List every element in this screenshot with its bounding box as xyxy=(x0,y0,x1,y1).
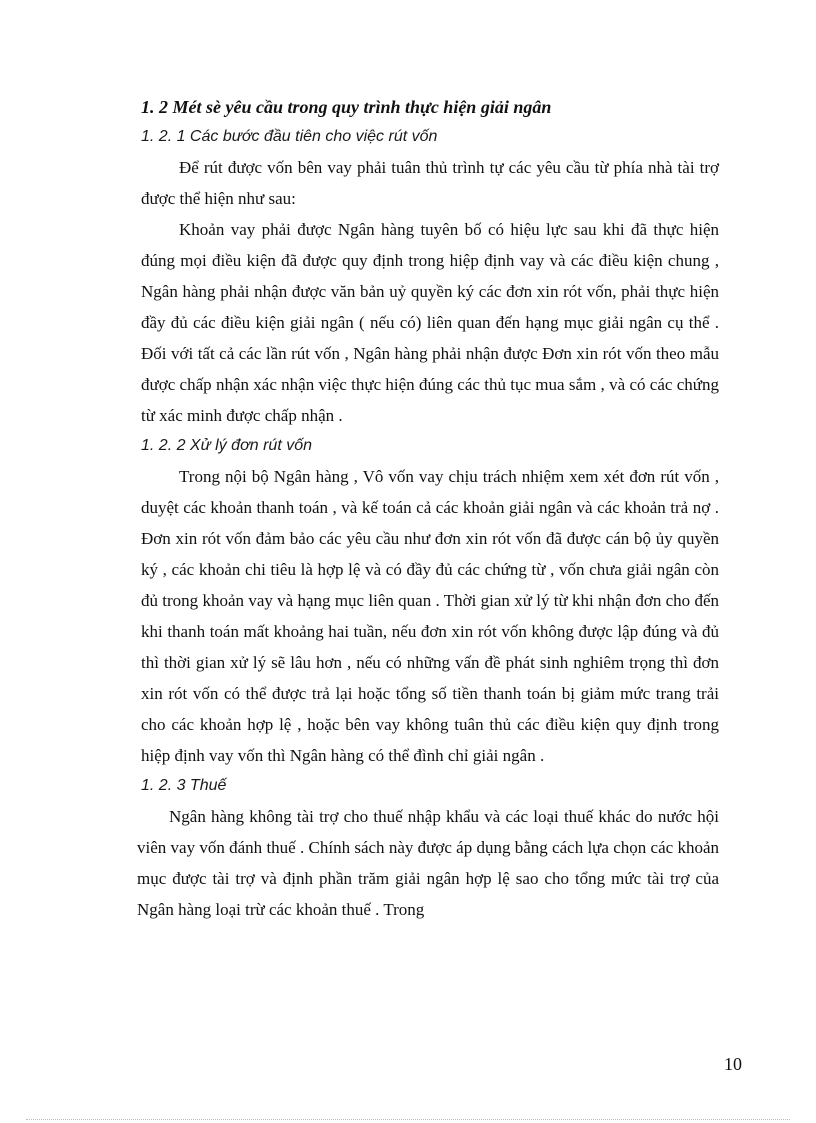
subsection-title: 1. 2. 3 Thuế xyxy=(141,777,227,794)
page-bottom-divider xyxy=(26,1119,790,1120)
paragraph: Khoản vay phải được Ngân hàng tuyên bố có hiệu lực sau khi đã thực hiện đúng mọi điều kiện đã được quy định trong hiệp định vay và các điều kiện chung , Ngân hàng phải nhận được văn bản uỷ quyền ký các đơn xin rót vốn, phải thực hiện đầy đủ các điều kiện giải ngân ( nếu có) liên quan đến hạng mục giải ngân cụ thể . Đối với tất cả các lần rút vốn , Ngân hàng phải nhận được Đơn xin rót vốn theo mẫu được chấp nhận xác nhận việc thực hiện đúng các thủ tục mua sắm , và có các chứng từ xác minh được chấp nhận . xyxy=(141,220,719,425)
section-heading: 1. 2 Mét sè yêu cầu trong quy trình thực hiện giải ngân xyxy=(141,97,552,117)
document-body xyxy=(137,92,719,925)
subsection-title: 1. 2. 1 Các bước đầu tiên cho việc rút vốn xyxy=(141,128,438,145)
paragraph: Trong nội bộ Ngân hàng , Vô vốn vay chịu trách nhiệm xem xét đơn rút vốn , duyệt các khoản thanh toán , và kế toán cả các khoản giải ngân và các khoản trả nợ . Đơn xin rót vốn đảm bảo các yêu cầu như đơn xin rót vốn đã được cán bộ ủy quyền ký , các khoản chi tiêu là hợp lệ và có đầy đủ các chứng từ , vốn chưa giải ngân còn đủ trong khoản vay và hạng mục liên quan . Thời gian xử lý từ khi nhận đơn cho đến khi thanh toán mất khoảng hai tuần, nếu đơn xin rót vốn không được lập đúng và đủ thì thời gian xử lý sẽ lâu hơn , nếu có những vấn đề phát sinh nghiêm trọng thì đơn xin rót vốn có thể được trả lại hoặc tổng số tiền thanh toán bị giảm mức trang trải cho các khoản hợp lệ , hoặc bên vay không tuân thủ các điều kiện quy định trong hiệp định vay vốn thì Ngân hàng có thể đình chỉ giải ngân . xyxy=(141,467,719,765)
subsection-title: 1. 2. 2 Xử lý đơn rút vốn xyxy=(141,437,313,454)
page-number: 10 xyxy=(724,1054,742,1074)
paragraph: Để rút được vốn bên vay phải tuân thủ trình tự các yêu cầu từ phía nhà tài trợ được thể hiện như sau: xyxy=(141,158,719,208)
paragraph: Ngân hàng không tài trợ cho thuế nhập khẩu và các loại thuế khác do nước hội viên vay vốn đánh thuế . Chính sách này được áp dụng bằng cách lựa chọn các khoản mục được tài trợ và định phần trăm giải ngân hợp lệ sao cho tổng mức tài trợ của Ngân hàng loại trừ các khoản thuế . Trong xyxy=(137,807,719,919)
